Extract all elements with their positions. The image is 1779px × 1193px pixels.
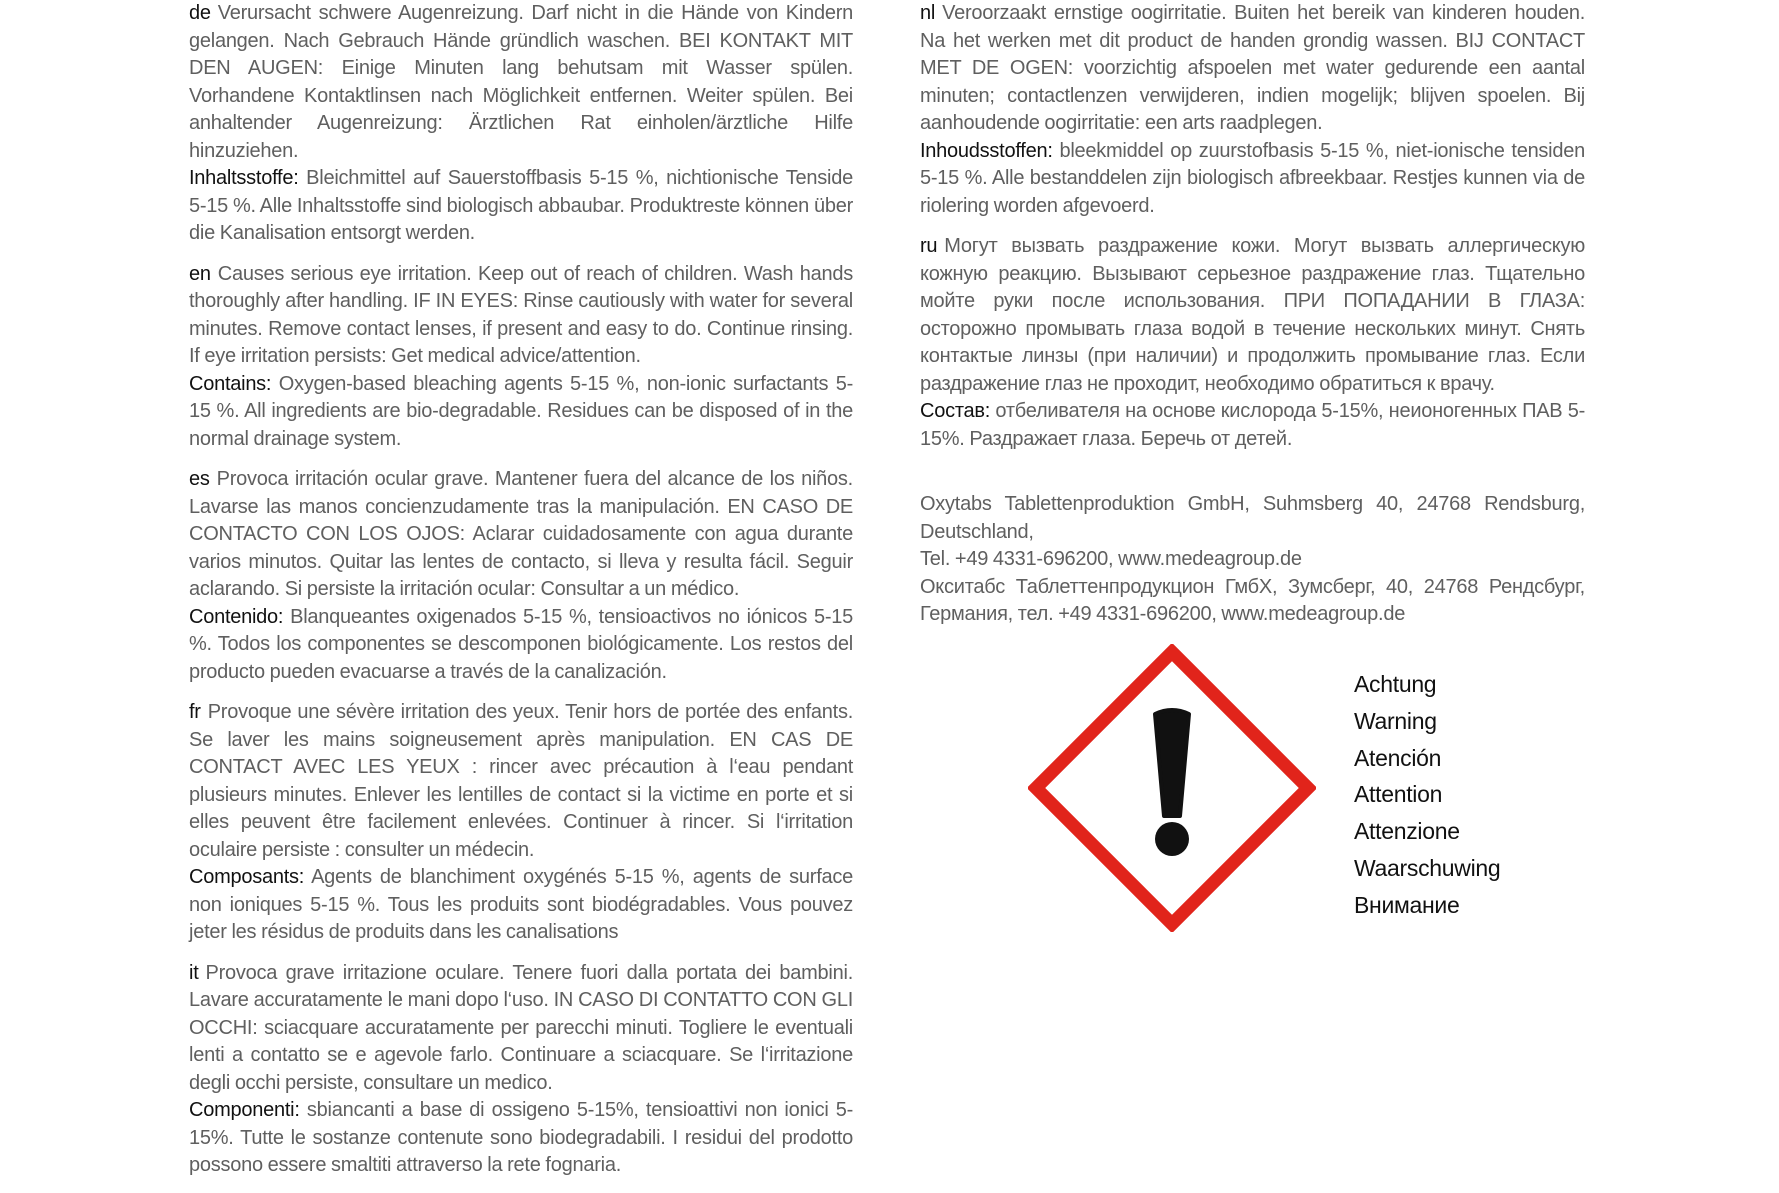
signal-word-fr: Attention <box>1354 781 1443 808</box>
hazard-statement-ru <box>920 233 1585 398</box>
ingredients-label: Состав: <box>920 400 991 422</box>
section-en <box>189 261 853 454</box>
language-code: de <box>189 2 211 24</box>
language-code: it <box>189 961 199 984</box>
hazard-text: Provoca irritación ocular grave. Mantener fuera del alcance de los niños. Lavarse las manos concienzudamente tras la manipulación. EN CASO DE CONTACTO CON LOS OJOS: Aclarar cuidadosamente con agua durante varios minutos. Quitar las lentes de contacto, si lleva y resulta fácil. Seguir aclarando. Si persiste la irritación ocular: Consultar a un médico. <box>189 468 853 600</box>
ingredients-label: Inhoudsstoffen: <box>920 139 1053 162</box>
section-nl <box>920 0 1585 220</box>
signal-word-es: Atención <box>1354 744 1442 771</box>
hazard-text: Provoca grave irritazione oculare. Tenere fuori dalla portata dei bambini. Lavare accuratamente le mani dopo l‘uso. IN CASO DI CONTATTO CON GLI OCCHI: sciacquare accuratamente per parecchi minuti. Togliere le eventuali lenti a contatto se e agevole farlo. Continuare a sciacquare. Se l‘irritazione degli occhi persiste, consultare un medico. <box>189 961 853 1094</box>
ingredients-label: Contains: <box>189 372 272 395</box>
manufacturer-address <box>920 491 1585 629</box>
hazard-text: Causes serious eye irritation. Keep out of reach of children. Wash hands thoroughly after handling. IF IN EYES: Rinse cautiously with water for several minutes. Remove contact lenses, if present and easy to do. Continue rinsing. If eye irritation persists: Get medical advice/attention. <box>189 262 853 367</box>
ingredients-label: Inhaltsstoffe: <box>189 167 299 189</box>
language-code: es <box>189 468 210 490</box>
ingredients-text: Blanqueantes oxigenados 5-15 %, tensioactivos no iónicos 5-15 %. Todos los componentes se descomponen biológicamente. Los restos del producto pueden evacuarse a través de la canalización. <box>189 605 853 683</box>
signal-word-ru: Внимание <box>1354 891 1460 918</box>
left-text-column <box>189 0 853 1193</box>
ingredients-label: Composants: <box>189 866 305 888</box>
ingredients-text: bleekmiddel op zuurstofbasis 5-15 %, niet-ionische tensiden 5-15 %. Alle bestanddelen zijn biologisch afbreekbaar. Restjes kunnen via de riolering worden afgevoerd. <box>920 139 1585 217</box>
ingredients-text: отбеливателя на основе кислорода 5-15%, неионогенных ПАВ 5-15%. Раздражает глаза. Беречь от детей. <box>920 400 1585 450</box>
section-de <box>189 0 853 248</box>
hazard-statement-nl <box>920 0 1585 138</box>
hazard-statement-de <box>189 0 853 165</box>
language-code: ru <box>920 235 938 257</box>
hazard-statement-it <box>189 960 853 1098</box>
ingredients-fr <box>189 864 853 947</box>
ingredients-ru <box>920 398 1585 453</box>
hazard-text: Могут вызвать раздражение кожи. Могут вызвать аллергическую кожную реакцию. Вызывают серьезное раздражение глаз. Тщательно мойте руки после использования. ПРИ ПОПАДАНИИ В ГЛАЗА: осторожно промывать глаза водой в течение нескольких минут. Снять контактые линзы (при наличии) и продолжить промывание глаз. Если раздражение глаз не проходит, необходимо обратиться к врачу. <box>920 235 1585 395</box>
signal-word-de: Achtung <box>1354 671 1437 697</box>
right-text-column <box>920 0 1585 466</box>
ingredients-text: sbiancanti a base di ossigeno 5-15%, tensioattivi non ionici 5-15%. Tutte le sostanze contenute sono biodegradabili. I residui del prodotto possono essere smaltiti attraverso la rete fognaria. <box>189 1099 854 1176</box>
language-code: nl <box>920 2 936 24</box>
hazard-statement-es <box>189 466 853 604</box>
ghs07-exclamation-mark-icon <box>1028 644 1316 932</box>
section-es <box>189 466 853 686</box>
hazard-text: Provoque une sévère irritation des yeux. Tenir hors de portée des enfants. Se laver les mains soigneusement après manipulation. EN CAS DE CONTACT AVEC LES YEUX : rincer avec précaution à l‘eau pendant plusieurs minutes. Enlever les lentilles de contact si la victime en porte et si elles peuvent être facilement enlevées. Continuer à rincer. Si l‘irritation oculaire persiste : consulter un médecin. <box>189 701 853 861</box>
ingredients-es <box>189 604 853 687</box>
language-code: en <box>189 262 211 285</box>
hazard-pictogram-svg <box>1028 644 1316 932</box>
section-ru <box>920 233 1585 453</box>
address-line-contact: Tel. +49 4331-696200, www.medeagroup.de <box>920 548 1302 570</box>
ingredients-nl <box>920 138 1585 221</box>
signal-word-en: Warning <box>1354 707 1437 734</box>
hazard-statement-fr <box>189 699 853 864</box>
language-code: fr <box>189 701 201 723</box>
signal-word-nl: Waarschuwing <box>1354 854 1501 881</box>
section-fr <box>189 699 853 947</box>
signal-word-it: Attenzione <box>1354 818 1460 845</box>
ingredients-label: Componenti: <box>189 1099 300 1121</box>
ingredients-en <box>189 371 853 454</box>
ingredients-text: Agents de blanchiment oxygénés 5-15 %, agents de surface non ioniques 5-15 %. Tous les produits sont biodégradables. Vous pouvez jeter les résidus de produits dans les canalisations <box>189 866 853 943</box>
signal-words-list <box>1354 666 1500 924</box>
hazard-text: Verursacht schwere Augenreizung. Darf nicht in die Hände von Kindern gelangen. Nach Gebrauch Hände gründlich waschen. BEI KONTAKT MIT DEN AUGEN: Einige Minuten lang behutsam mit Wasser spülen. Vorhandene Kontaktlinsen nach Möglichkeit entfernen. Weiter spülen. Bei anhaltender Augenreizung: Ärztlichen Rat einholen/ärztliche Hilfe hinzuziehen. <box>189 2 853 162</box>
address-line-russian: Окситабс Таблеттенпродукцион ГмбХ, Зумсберг, 40, 24768 Рендсбург, Германия, тел. +49 4331-696200, www.medeagroup.de <box>920 575 1585 625</box>
ingredients-de <box>189 165 853 248</box>
ingredients-text: Oxygen-based bleaching agents 5-15 %, non-ionic surfactants 5-15 %. All ingredients are bio-degradable. Residues can be disposed of in the normal drainage system. <box>189 372 853 450</box>
hazard-text: Veroorzaakt ernstige oogirritatie. Buiten het bereik van kinderen houden. Na het werken met dit product de handen grondig wassen. BIJ CONTACT MET DE OGEN: voorzichtig afspoelen met water gedurende een aantal minuten; contactlenzen verwijderen, indien mogelijk; blijven spoelen. Bij aanhoudende oogirritatie: een arts raadplegen. <box>920 2 1585 134</box>
hazard-statement-en <box>189 261 853 371</box>
ingredients-label: Contenido: <box>189 605 284 628</box>
section-it <box>189 960 853 1180</box>
ingredients-text: Bleichmittel auf Sauerstoffbasis 5-15 %, nichtionische Tenside 5-15 %. Alle Inhaltsstoffe sind biologisch abbaubar. Produktreste können über die Kanalisation entsorgt werden. <box>189 167 853 244</box>
address-line-company: Oxytabs Tablettenproduktion GmbH, Suhmsberg 40, 24768 Rendsburg, Deutschland, <box>920 493 1585 543</box>
exclamation-dot <box>1155 822 1189 856</box>
ingredients-it <box>189 1097 853 1180</box>
